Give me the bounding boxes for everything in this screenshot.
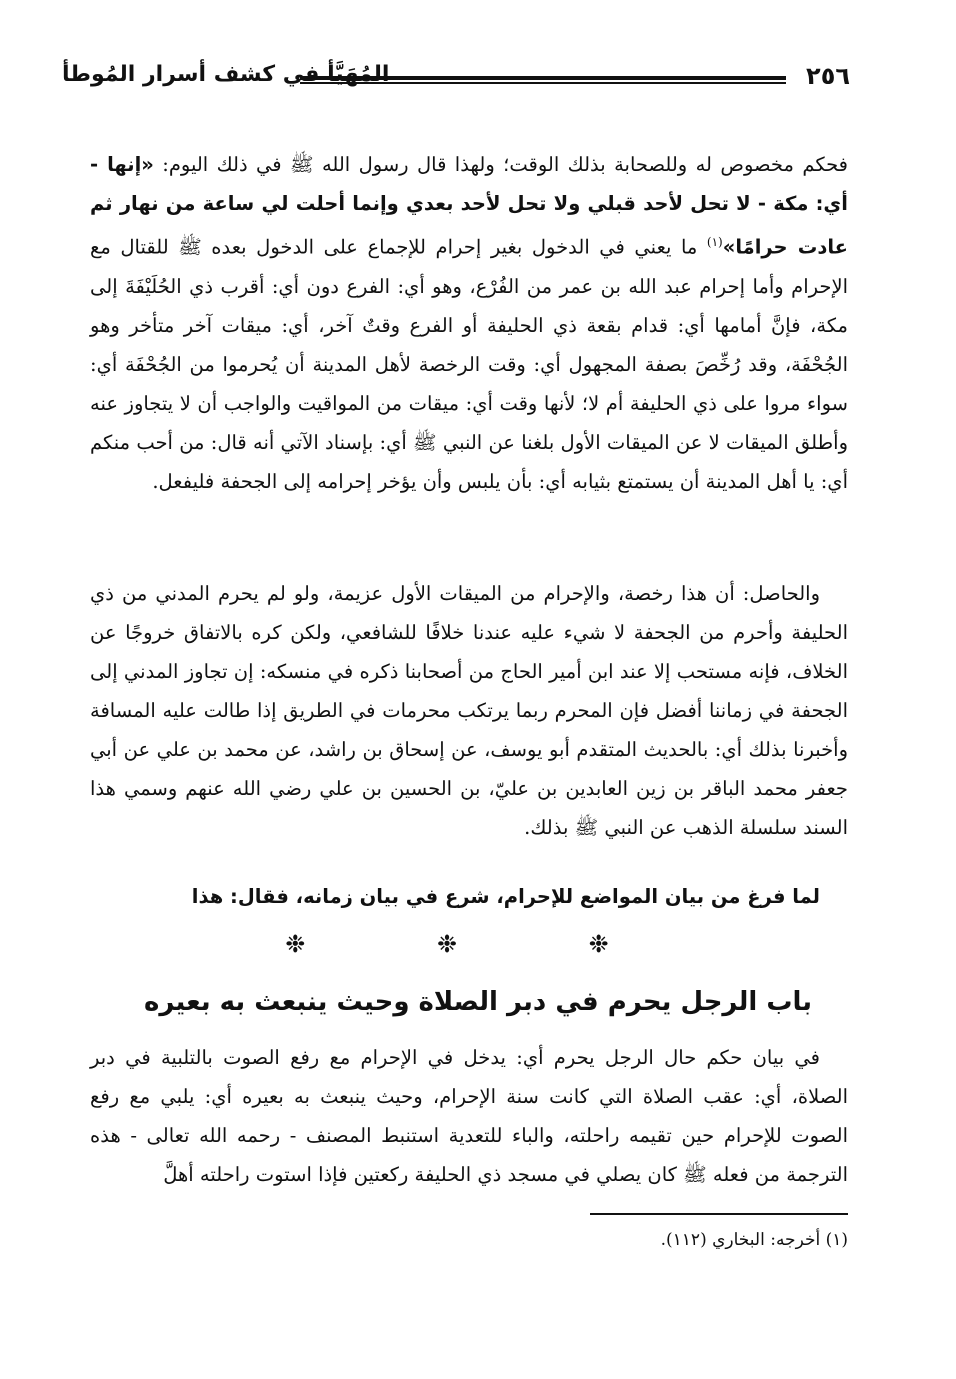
footnote-reference[interactable]: (١) <box>706 235 723 249</box>
section-separator: ❉ ❉ ❉ <box>285 930 671 958</box>
running-header <box>62 58 850 102</box>
footnote-divider <box>590 1213 848 1215</box>
hadith-quote: «إنها - أي: مكة - لا تحل لأحد قبلي ولا تحل لأحد بعدي وإنما أحلت لي ساعة من نهار ثم عادت حرامًا» <box>90 153 848 259</box>
footnote: (١) أخرجه: البخاري (١١٢). <box>660 1230 848 1250</box>
paragraph-3-text: لما فرغ من بيان المواضع للإحرام، شرع في بيان زمانه، فقال: هذا <box>191 885 820 908</box>
paragraph-2 <box>90 574 848 847</box>
paragraph-1-intro: فحكم مخصوص له وللصحابة بذلك الوقت؛ ولهذا قال رسول الله ﷺ في ذلك اليوم: <box>162 153 848 176</box>
book-title: المُهَيَّأ في كشف أسرار المُوطأ <box>62 62 390 87</box>
paragraph-3 <box>90 877 848 916</box>
paragraph-1-body: ما يعني في الدخول بغير إحرام للإجماع على الدخول بعده ﷺ للقتال مع الإحرام وأما إحرام عبد الله بن عمر من الفُرْع، وهو أي: الفرع دون أي: أقرب ذي الحُلَيْفَةَ إلى مكة، فإنَّ أمامها أي: قدام بقعة ذي الحليفة أو الفرع وقتٌ آخر، أي: ميقات آخر متأخر وهو الجُحْفَة، وقد رُخِّصَ بصفة المجهول أي: وقت الرخصة لأهل المدينة أن يُحرموا من الجُحْفَة أي: سواء مروا على ذي الحليفة أم لا؛ لأنها وقت أي: ميقات من المواقيت والواجب أن لا يتجاوز عنه وأطلق الميقات لا عن الميقات الأول بلغنا عن النبي ﷺ أي: بإسناد الآتي أنه قال: من أحب منكم أي: يا أهل المدينة أن يستمتع بثيابه أي: بأن يلبس وأن يؤخر إحرامه إلى الجحفة فليفعل. <box>90 235 848 493</box>
paragraph-2-text: والحاصل: أن هذا رخصة، والإحرام من الميقات الأول عزيمة، ولو لم يحرم المدني من ذي الحليفة وأحرم من الجحفة لا شيء عليه عندنا خلافًا للشافعي، ولكن كره بالاتفاق خروجًا عن الخلاف، فإنه مستحب إلا عند ابن أمير الحاج من أصحابنا ذكره في منسكه: إن تجاوز المدني إلى الجحفة في زماننا أفضل فإن المحرم ربما يرتكب محرمات في الطريق إذا طالت عليه المسافة وأخبرنا بذلك أي: بالحديث المتقدم أبو يوسف، عن إسحاق بن راشد، عن محمد بن علي عن أبي جعفر محمد الباقر بن زين العابدين بن عليّ، بن الحسين بن علي رضي الله عنهم وسمي هذا السند سلسلة الذهب عن النبي ﷺ بذلك. <box>90 582 848 839</box>
page-number: ٢٥٦ <box>806 62 850 90</box>
paragraph-4 <box>90 1038 848 1194</box>
paragraph-1 <box>90 145 848 501</box>
paragraph-4-text: في بيان حكم حال الرجل يحرم أي: يدخل في الإحرام مع رفع الصوت بالتلبية في دبر الصلاة، أي: عقب الصلاة التي كانت سنة الإحرام، وحيث ينبعث به بعيره أي: يلبي مع رفع الصوت للإحرام حين تقيمه راحلته، والباء للتعدية استنبط المصنف - رحمه الله تعالى - هذه الترجمة من فعله ﷺ كان يصلي في مسجد ذي الحليفة ركعتين فإذا استوت راحلته أهلَّ <box>90 1046 848 1186</box>
chapter-title: باب الرجل يحرم في دبر الصلاة وحيث ينبعث به بعيره <box>144 987 812 1017</box>
